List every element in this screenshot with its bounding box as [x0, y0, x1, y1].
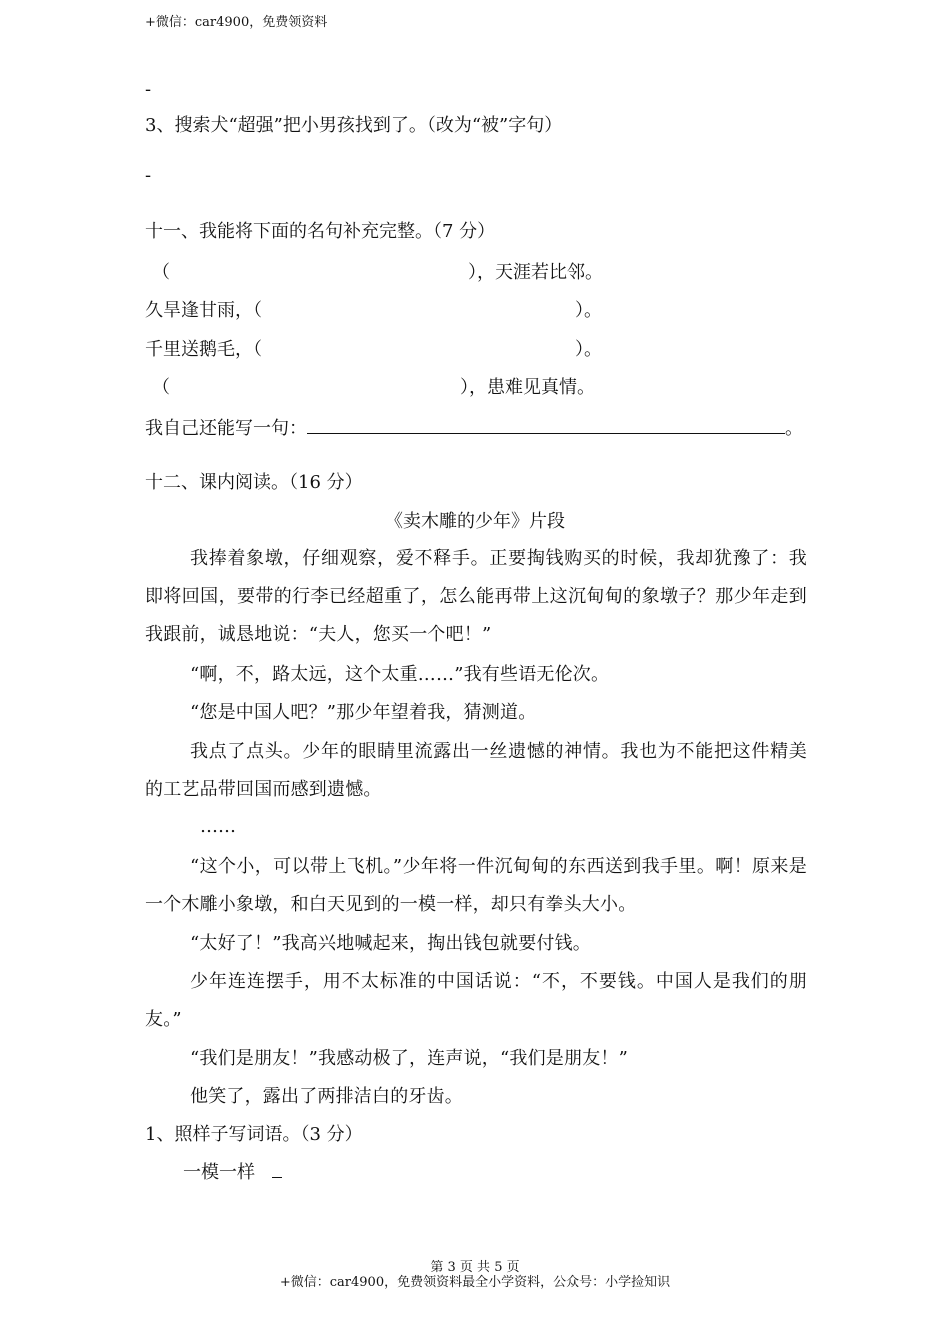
passage-paragraph-6: “太好了！”我高兴地喊起来，掏出钱包就要付钱。	[190, 933, 592, 954]
page-number: 第 3 页 共 5 页	[430, 1260, 520, 1275]
question-3: 3、搜索犬“超强”把小男孩找到了。（改为“被”字句）	[145, 115, 563, 136]
header-watermark: +微信：car4900，免费领资料	[145, 15, 328, 30]
quote-line-4-close: ），患难见真情。	[460, 377, 595, 398]
word-answer-blank[interactable]	[272, 1163, 282, 1178]
quote-line-2-close: ）。	[575, 300, 602, 321]
quote-line-2-start: 久旱逢甘雨，（	[145, 300, 262, 321]
section-12-title: 十二、课内阅读。（16 分）	[145, 472, 363, 493]
passage-ellipsis: ……	[200, 816, 236, 837]
quote-line-1-close: ），天涯若比邻。	[468, 262, 603, 283]
answer-mark: -	[145, 165, 152, 186]
quote-line-1-open: （	[152, 262, 170, 283]
footer-watermark: +微信：car4900，免费领资料最全小学资料，公众号：小学捡知识	[279, 1275, 671, 1290]
passage-paragraph-7: 少年连连摆手，用不太标准的中国话说：“不，不要钱。中国人是我们的朋友。”	[145, 971, 807, 1030]
word-example-line	[183, 1161, 282, 1185]
quote-line-4-open: （	[152, 377, 170, 398]
own-sentence-end: 。	[785, 418, 803, 439]
own-sentence-line	[145, 414, 803, 441]
section-11-title: 十一、我能将下面的名句补充完整。（7 分）	[145, 221, 496, 242]
passage-paragraph-8: “我们是朋友！”我感动极了，连声说，“我们是朋友！”	[190, 1048, 629, 1069]
quote-line-3-start: 千里送鹅毛，（	[145, 339, 262, 360]
passage-paragraph-3: “您是中国人吧？”那少年望着我，猜测道。	[190, 702, 537, 723]
answer-mark: -	[145, 79, 152, 100]
passage-paragraph-2: “啊，不，路太远，这个太重……”我有些语无伦次。	[190, 664, 610, 685]
passage-title: 《卖木雕的少年》片段	[385, 511, 565, 532]
passage-paragraph-4: 我点了点头。少年的眼睛里流露出一丝遗憾的神情。我也为不能把这件精美的工艺品带回国而感到遗憾。	[145, 741, 807, 800]
passage-paragraph-1: 我捧着象墩，仔细观察，爱不释手。正要掏钱购买的时候，我却犹豫了：我即将回国，要带的行李已经超重了，怎么能再带上这沉甸甸的象墩子？那少年走到我跟前，诚恳地说：“夫人，您买一个吧！”	[145, 548, 807, 645]
quote-line-3-close: ）。	[575, 339, 602, 360]
passage-paragraph-5: “这个小，可以带上飞机。”少年将一件沉甸甸的东西送到我手里。啊！原来是一个木雕小象墩，和白天见到的一模一样，却只有拳头大小。	[145, 856, 807, 915]
answer-blank[interactable]	[307, 414, 785, 434]
passage-paragraph-9: 他笑了，露出了两排洁白的牙齿。	[190, 1086, 463, 1107]
word-example: 一模一样	[183, 1162, 255, 1183]
reading-question-1: 1、照样子写词语。（3 分）	[145, 1124, 363, 1145]
own-sentence-label: 我自己还能写一句：	[145, 418, 307, 439]
